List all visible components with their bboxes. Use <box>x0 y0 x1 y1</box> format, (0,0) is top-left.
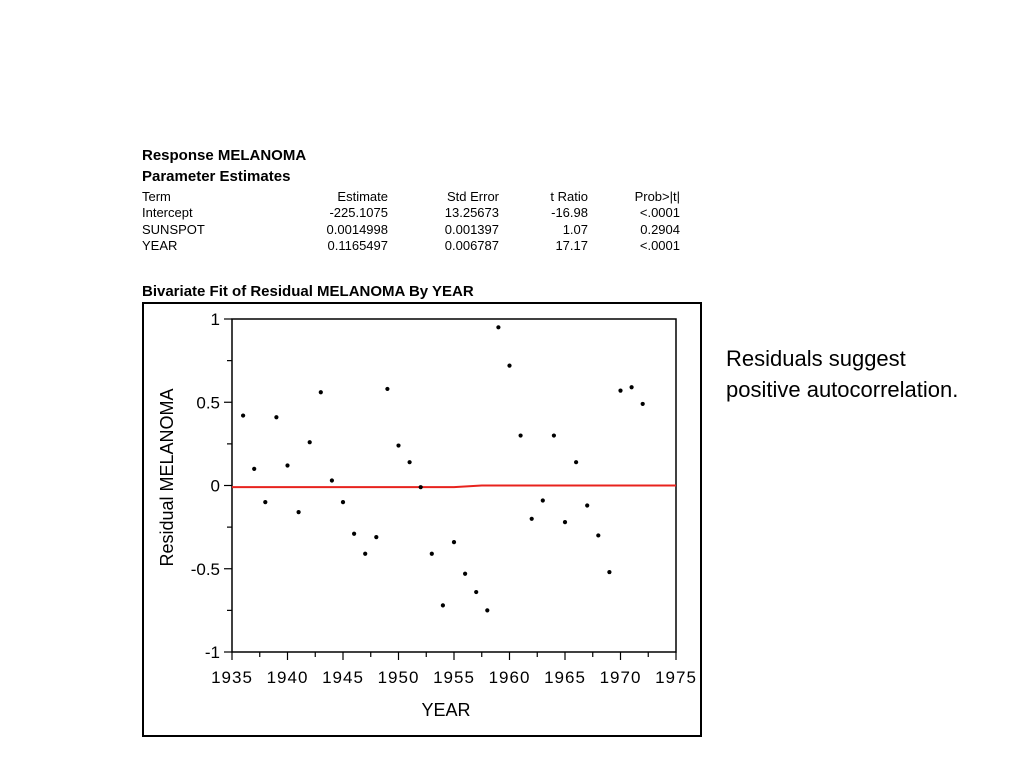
data-point <box>241 413 245 417</box>
y-tick-label: -1 <box>204 643 220 662</box>
data-point <box>585 503 589 507</box>
cell-std-error: 13.25673 <box>444 205 499 221</box>
x-tick-label: 1970 <box>599 668 642 687</box>
data-point <box>385 387 389 391</box>
data-point <box>419 485 423 489</box>
data-point <box>319 390 323 394</box>
cell-t-ratio: -16.98 <box>551 205 588 221</box>
x-tick-label: 1965 <box>544 668 586 687</box>
note-line-1: Residuals suggest <box>726 346 906 371</box>
cell-estimate: 0.1165497 <box>327 238 388 254</box>
data-point <box>263 500 267 504</box>
y-tick-label: -0.5 <box>190 559 220 579</box>
x-tick-label: 1950 <box>377 668 420 687</box>
parameter-estimates-title: Parameter Estimates <box>142 168 291 185</box>
data-point <box>330 478 334 482</box>
y-tick-label: 0 <box>210 476 220 496</box>
y-axis-title: Residual MELANOMA <box>157 388 177 567</box>
data-point <box>530 517 534 521</box>
cell-prob: <.0001 <box>639 205 680 221</box>
col-header-std-error: Std Error <box>446 188 499 204</box>
data-point <box>374 535 378 539</box>
data-point <box>352 532 356 536</box>
data-point <box>563 520 567 524</box>
data-point <box>607 570 611 574</box>
cell-prob: <.0001 <box>639 238 680 254</box>
data-point <box>485 608 489 612</box>
data-point <box>452 540 456 544</box>
data-point <box>496 325 500 329</box>
data-point <box>552 433 556 437</box>
x-tick-label: 1935 <box>211 668 253 687</box>
data-point <box>308 440 312 444</box>
y-tick-label: 0.5 <box>196 393 220 413</box>
cell-estimate: 0.0014998 <box>326 221 388 237</box>
fit-line <box>232 486 676 488</box>
col-header-t-ratio: t Ratio <box>550 188 588 204</box>
data-point <box>408 460 412 464</box>
cell-term: YEAR <box>142 238 178 254</box>
data-point <box>341 500 345 504</box>
x-tick-label: 1955 <box>433 668 475 687</box>
data-point <box>618 388 622 392</box>
col-header-prob: Prob>|t| <box>634 188 680 204</box>
bivariate-fit-title: Bivariate Fit of Residual MELANOMA By YEAR <box>142 283 474 300</box>
data-point <box>396 443 400 447</box>
data-point <box>430 552 434 556</box>
data-point <box>641 402 645 406</box>
annotation-note <box>726 343 1016 405</box>
note-line-2: positive autocorrelation. <box>726 377 959 402</box>
data-point <box>274 415 278 419</box>
x-tick-label: 1940 <box>266 668 309 687</box>
data-point <box>596 533 600 537</box>
data-point <box>519 433 523 437</box>
data-point <box>252 467 256 471</box>
col-header-term: Term <box>142 188 171 204</box>
cell-estimate: -225.1075 <box>329 205 388 221</box>
cell-term: SUNSPOT <box>142 221 205 237</box>
data-point <box>463 572 467 576</box>
data-point <box>630 385 634 389</box>
cell-prob: 0.2904 <box>640 221 680 237</box>
cell-term: Intercept <box>142 205 193 221</box>
data-point <box>474 590 478 594</box>
cell-std-error: 0.001397 <box>444 221 499 237</box>
data-point <box>297 510 301 514</box>
x-tick-label: 1975 <box>655 668 697 687</box>
y-tick-label: 1 <box>210 310 220 329</box>
data-point <box>541 498 545 502</box>
col-header-estimate: Estimate <box>337 188 388 204</box>
data-point <box>507 364 511 368</box>
data-point <box>441 603 445 607</box>
cell-t-ratio: 1.07 <box>562 221 588 237</box>
response-title: Response MELANOMA <box>142 147 307 164</box>
x-tick-label: 1960 <box>488 668 531 687</box>
x-axis-title: YEAR <box>421 700 471 720</box>
x-tick-label: 1945 <box>322 668 364 687</box>
cell-t-ratio: 17.17 <box>555 238 588 254</box>
data-point <box>363 552 367 556</box>
data-point <box>285 463 289 467</box>
data-point <box>574 460 578 464</box>
cell-std-error: 0.006787 <box>444 238 499 254</box>
